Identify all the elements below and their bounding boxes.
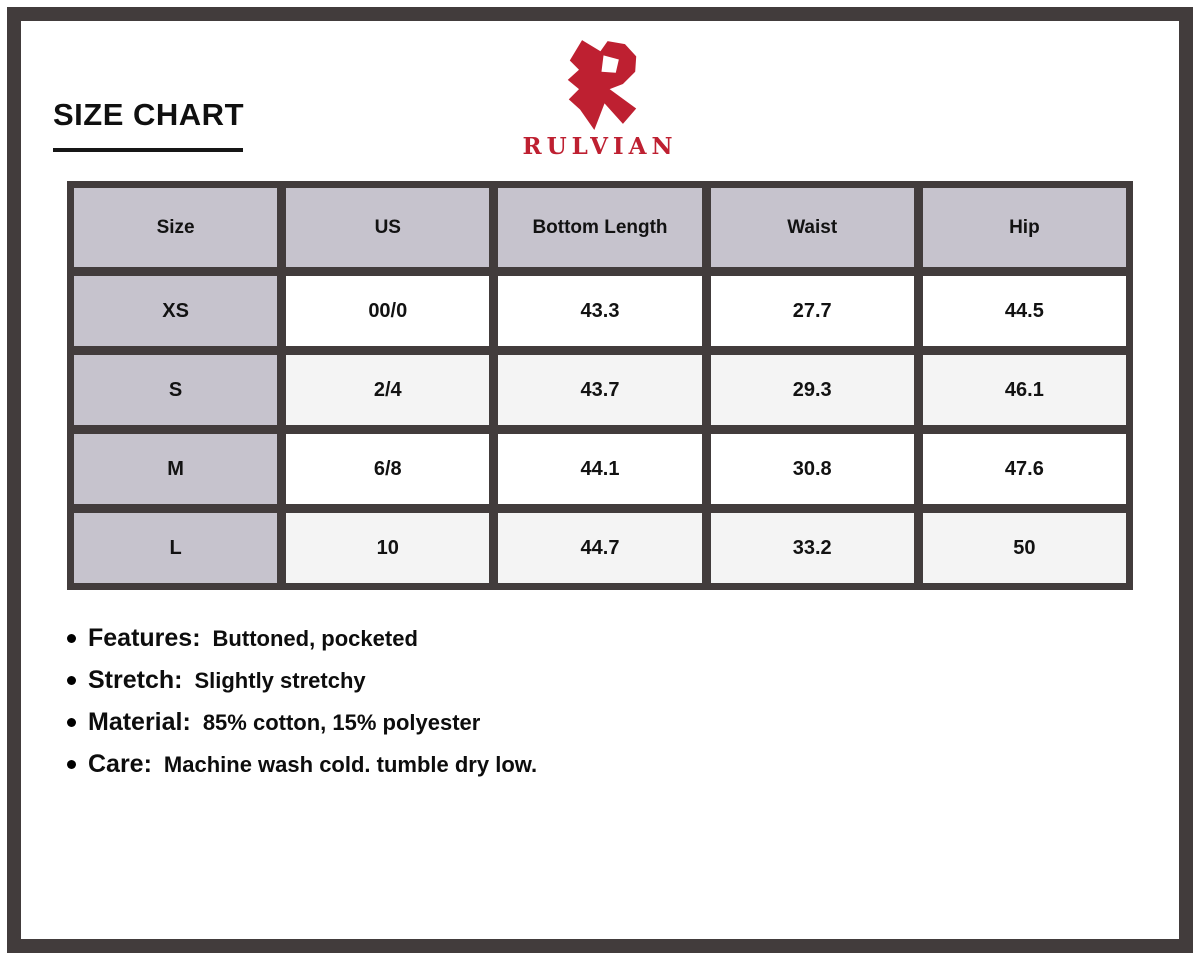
row-xs-size-label: XS xyxy=(74,276,277,346)
row-s-hip: 46.1 xyxy=(923,355,1126,425)
row-m-hip: 47.6 xyxy=(923,434,1126,504)
product-details-list xyxy=(67,624,1179,779)
detail-label: Care: xyxy=(88,750,152,778)
detail-value: Slightly stretchy xyxy=(194,668,366,693)
column-header-hip: Hip xyxy=(923,188,1126,267)
bullet-icon xyxy=(67,760,76,769)
bullet-icon xyxy=(67,634,76,643)
page-frame xyxy=(7,7,1193,953)
brand-logo xyxy=(522,37,677,160)
row-m-bottom-length: 44.1 xyxy=(498,434,701,504)
row-l-size-label: L xyxy=(74,513,277,583)
detail-label: Features: xyxy=(88,624,201,652)
detail-item-features xyxy=(67,624,1179,653)
row-m-waist: 30.8 xyxy=(711,434,914,504)
row-xs-bottom-length: 43.3 xyxy=(498,276,701,346)
detail-label: Material: xyxy=(88,708,191,736)
column-header-bottom-length: Bottom Length xyxy=(498,188,701,267)
detail-item-material xyxy=(67,708,1179,737)
bullet-icon xyxy=(67,676,76,685)
detail-item-stretch xyxy=(67,666,1179,695)
row-s-waist: 29.3 xyxy=(711,355,914,425)
detail-value: Buttoned, pocketed xyxy=(212,626,418,651)
detail-item-care xyxy=(67,750,1179,779)
title-underline xyxy=(53,148,243,152)
title-block xyxy=(53,97,244,152)
brand-name: RULVIAN xyxy=(522,133,678,160)
row-xs-hip: 44.5 xyxy=(923,276,1126,346)
row-m-size-label: M xyxy=(74,434,277,504)
detail-value: 85% cotton, 15% polyester xyxy=(202,710,481,735)
bullet-icon xyxy=(67,718,76,727)
header-area xyxy=(21,21,1179,181)
page-title: SIZE CHART xyxy=(53,97,244,132)
column-header-us: US xyxy=(286,188,489,267)
rulvian-r-icon xyxy=(559,37,641,131)
size-chart-table xyxy=(67,181,1133,590)
detail-label: Stretch: xyxy=(88,666,183,694)
row-s-bottom-length: 43.7 xyxy=(498,355,701,425)
row-xs-us: 00/0 xyxy=(286,276,489,346)
row-l-bottom-length: 44.7 xyxy=(498,513,701,583)
row-s-size-label: S xyxy=(74,355,277,425)
row-l-waist: 33.2 xyxy=(711,513,914,583)
row-s-us: 2/4 xyxy=(286,355,489,425)
detail-value: Machine wash cold. tumble dry low. xyxy=(163,752,538,777)
row-m-us: 6/8 xyxy=(286,434,489,504)
row-l-us: 10 xyxy=(286,513,489,583)
column-header-size: Size xyxy=(74,188,277,267)
row-xs-waist: 27.7 xyxy=(711,276,914,346)
row-l-hip: 50 xyxy=(923,513,1126,583)
column-header-waist: Waist xyxy=(711,188,914,267)
